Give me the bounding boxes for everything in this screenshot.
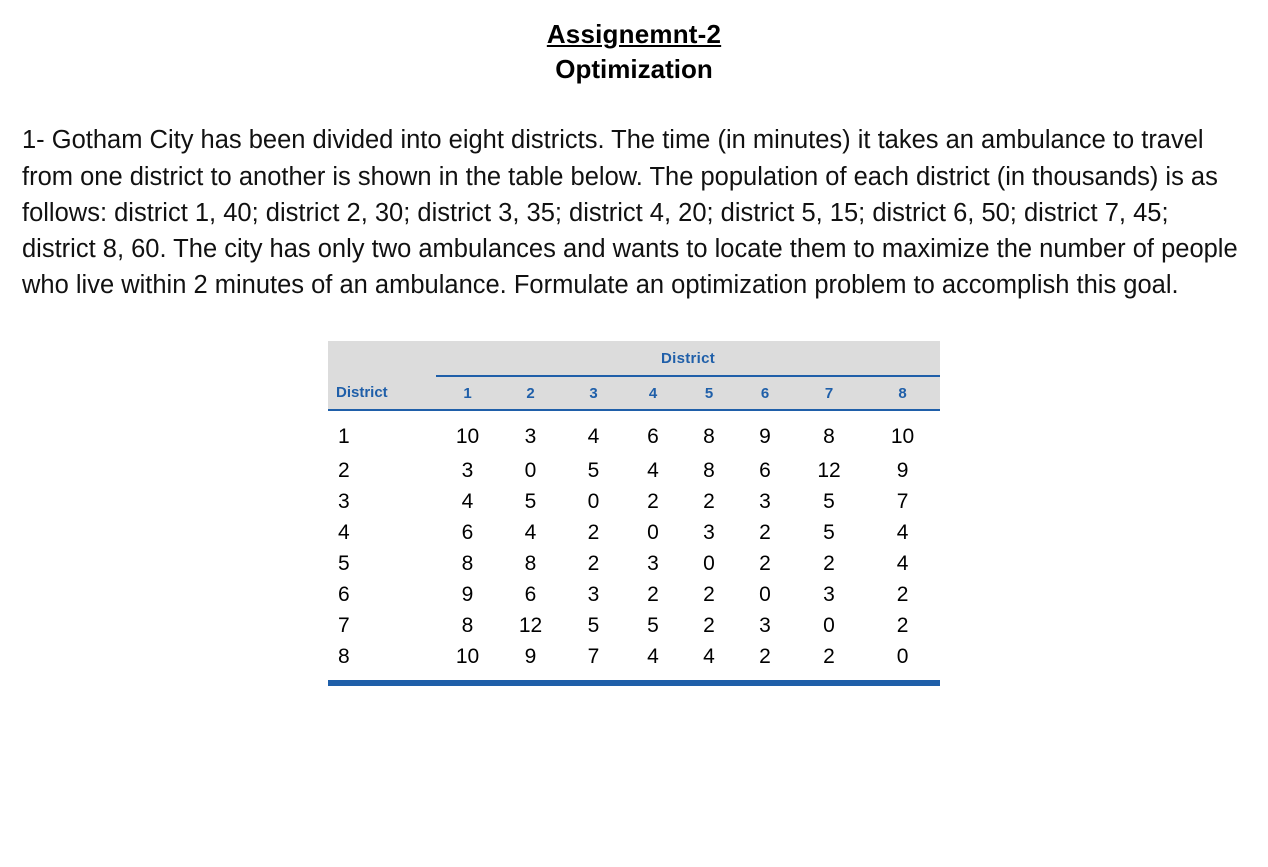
table-column-header: 6 [737,376,793,410]
table-column-header: 5 [681,376,737,410]
table-cell: 3 [461,458,474,482]
table-cell: 8 [461,551,474,575]
table-bottom-rule [328,683,940,690]
table-cell: 2 [759,644,771,668]
title-block [0,0,1268,86]
table-cell: 0 [647,520,659,544]
table-cell: 12 [817,458,841,482]
table-cell: 3 [703,520,715,544]
table-group-header-row [328,341,940,376]
table-cell: 9 [524,644,537,668]
table-column-header: 2 [499,376,562,410]
table-row [328,641,940,672]
table-column-header: 1 [436,376,499,410]
table-cell: 2 [703,582,715,606]
table-cell: 9 [461,582,474,606]
table-cell: 2 [823,644,835,668]
table-cell: 5 [823,520,835,544]
table-cell: 2 [703,613,715,637]
table-cell: 5 [647,613,659,637]
table-cell: 9 [759,425,771,449]
table-cell: 6 [524,582,537,606]
table-cell: 6 [759,458,771,482]
table-cell: 0 [896,644,909,668]
table-cell: 2 [896,613,909,637]
table-bottom-padding [328,672,940,683]
table-cell: 2 [647,489,659,513]
table-cell: 6 [647,425,659,449]
table-row-label-header: District [328,376,436,410]
table-cell: 2 [823,551,835,575]
page-subtitle: Optimization [555,53,713,84]
table-cell: 7 [896,489,909,513]
table-cell: 8 [703,458,715,482]
table-cell: 3 [647,551,659,575]
table-cell: 0 [587,489,600,513]
table-row-label: 1 [338,425,350,449]
distance-table-wrapper [328,341,940,690]
table-cell: 10 [455,425,480,449]
table-cell: 9 [896,458,909,482]
table-cell: 8 [461,613,474,637]
page-title: Assignemnt-2 [546,19,722,49]
table-cell: 5 [524,489,537,513]
table-cell: 2 [896,582,909,606]
table-cell: 3 [759,613,771,637]
table-cell: 2 [703,489,715,513]
table-row [328,579,940,610]
table-cell: 4 [587,425,600,449]
table-cell: 10 [890,425,915,449]
table-cell: 5 [823,489,835,513]
question-paragraph: 1- Gotham City has been divided into eight districts. The time (in minutes) it takes an ambulance to travel from one district to another is shown in the table below. The population of each district (in thousands) is as follows: district 1, 40; district 2, 30; district 3, 35; district 4, 20; district 5, 15; district 6, 50; district 7, 45; district 8, 60. The city has only two ambulances and wants to locate them to maximize the number of people who live within 2 minutes of an ambulance. Formulate an optimization problem to accomplish this goal. [22,126,1238,300]
table-row [328,517,940,548]
table-cell: 3 [759,489,771,513]
table-cell: 4 [647,644,659,668]
table-cell: 3 [524,425,537,449]
table-cell: 3 [823,582,835,606]
table-column-header: 3 [562,376,625,410]
table-row [328,486,940,517]
table-row [328,455,940,486]
table-cell: 4 [647,458,659,482]
table-cell: 8 [823,425,835,449]
table-column-header: 7 [793,376,865,410]
table-row-label: 8 [338,644,350,668]
table-group-header-label: District [436,341,940,376]
table-cell: 12 [518,613,543,637]
table-column-header: 4 [625,376,681,410]
table-row-label: 2 [338,458,350,482]
table-cell: 4 [524,520,537,544]
table-cell: 2 [647,582,659,606]
table-row [328,410,940,455]
table-cell: 0 [703,551,715,575]
table-cell: 8 [524,551,537,575]
table-cell: 5 [587,458,600,482]
table-cell: 0 [823,613,835,637]
table-cell: 0 [759,582,771,606]
table-row [328,548,940,579]
table-row-label: 5 [338,551,350,575]
table-row [328,610,940,641]
table-cell: 3 [587,582,600,606]
table-column-header: 8 [865,376,940,410]
table-cell: 5 [587,613,600,637]
table-cell: 4 [896,551,909,575]
table-cell: 4 [703,644,715,668]
table-cell: 0 [524,458,537,482]
table-cell: 2 [587,551,600,575]
district-travel-time-table [328,341,940,690]
table-row-label: 4 [338,520,350,544]
table-cell: 2 [587,520,600,544]
table-cell: 10 [455,644,480,668]
table-cell: 4 [461,489,474,513]
table-cell: 7 [587,644,600,668]
table-column-header-row [328,376,940,410]
table-row-label: 3 [338,489,350,513]
table-cell: 2 [759,520,771,544]
table-row-label: 7 [338,613,350,637]
table-row-label: 6 [338,582,350,606]
table-corner-cell [328,341,436,376]
table-cell: 8 [703,425,715,449]
table-cell: 4 [896,520,909,544]
table-cell: 2 [759,551,771,575]
table-cell: 6 [461,520,474,544]
